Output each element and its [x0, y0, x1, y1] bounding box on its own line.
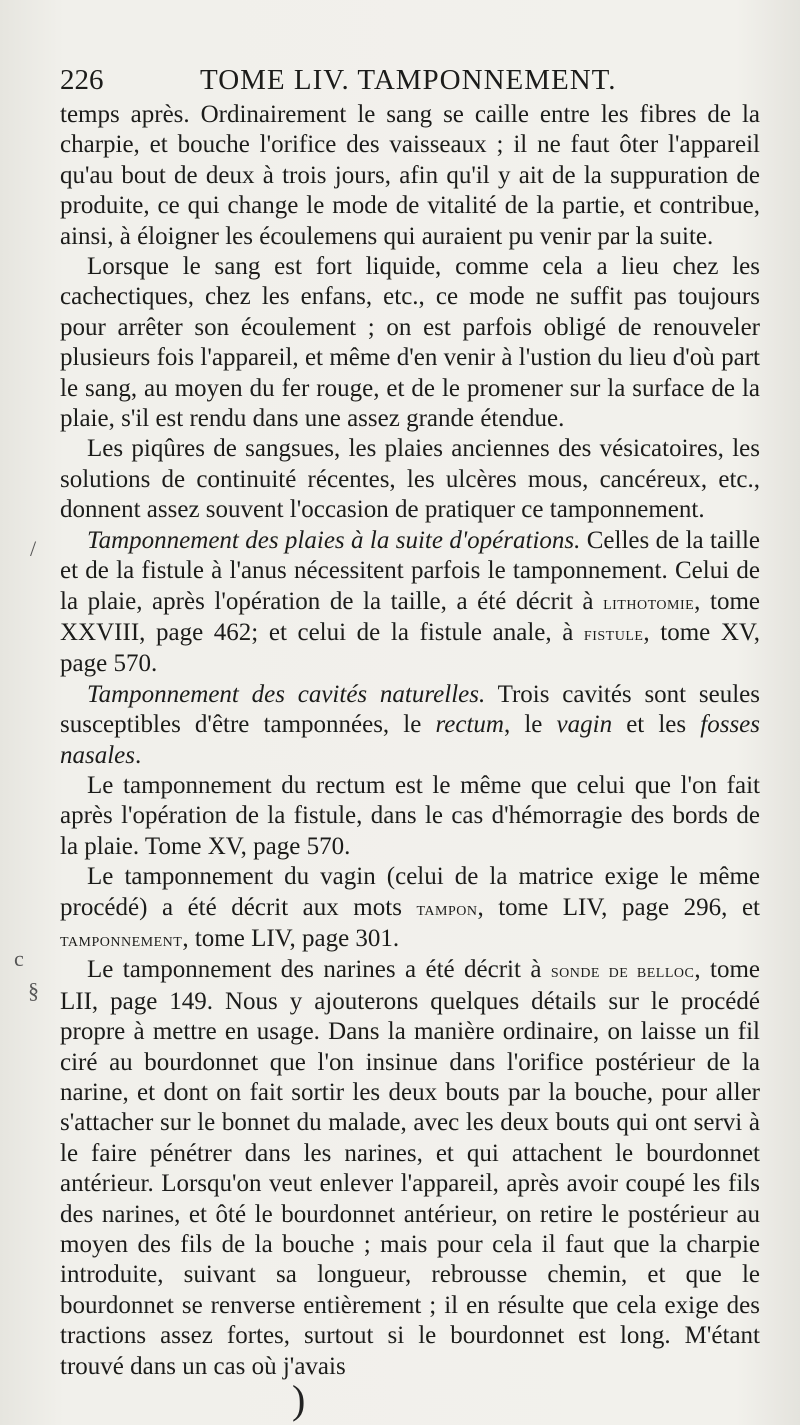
paragraph-3: Les piqûres de sangsues, les plaies anciennes des vésicatoires, les solutions de continuité récentes, les ulcères mous, cancéreux, etc., donnent assez souvent l'occasion de pratiquer ce tamponnement. [60, 435, 760, 524]
bottom-ink-mark: ) [292, 1377, 306, 1422]
paragraph-5: Tamponnement des cavités naturelles. Trois cavités sont seules susceptibles d'être tamponnées, le rectum, le vagin et les fosses nasales. [60, 680, 760, 769]
page-number: 226 [60, 64, 104, 96]
margin-mark: / [30, 536, 37, 561]
paragraph-4: Tamponnement des plaies à la suite d'opérations. Celles de la taille et de la fistule à l'anus nécessitent parfois le tamponnement. Celui de la plaie, après l'opération de la taille, a été décrit à lithotomie, tome XXVIII, page 462; et celui de la fistule anale, à fistule, tome XV, page 570. [60, 526, 761, 678]
margin-mark: c [14, 946, 24, 971]
cross-reference: fistule [583, 622, 644, 645]
paragraph-6: Le tamponnement du rectum est le même que celui que l'on fait après l'opération de la fistule, dans le cas d'hémorragie des bords de la plaie. Tome XV, page 570. [60, 771, 760, 860]
cross-reference: tampon [416, 897, 478, 920]
cross-reference: lithotomie [603, 591, 695, 614]
cross-reference: tamponnement [60, 928, 183, 951]
paragraph-7: Le tamponnement du vagin (celui de la matrice exige le même procédé) a été décrit aux mots tampon, tome LIV, page 296, et tamponnement, tome LIV, page 301. [60, 863, 760, 952]
section-lead-plaies: Tamponnement des plaies à la suite d'opérations. [87, 526, 581, 554]
running-title: TOME LIV. TAMPONNEMENT. [200, 64, 617, 96]
text-body [60, 100, 760, 1382]
margin-mark: § [28, 978, 39, 1003]
paragraph-1: temps après. Ordinairement le sang se caille entre les fibres de la charpie, et bouche l'orifice des vaisseaux ; il ne faut ôter l'appareil qu'au bout de deux à trois jours, afin qu'il y ait de la suppuration de produite, ce qui change le mode de vitalité de la partie, et contribue, ainsi, à éloigner les écoulemens qui auraient pu venir par la suite. [60, 101, 760, 250]
running-header [60, 60, 760, 100]
paragraph-8: Le tamponnement des narines a été décrit à sonde de belloc, tome LII, page 149. Nous y ajouterons quelques détails sur le procédé propre à mettre en usage. Dans la manière ordinaire, on laisse un fil ciré au bourdonnet que l'on insinue dans l'orifice postérieur de la narine, et dont on fait sortir les deux bouts par la bouche, pour aller s'attacher sur le bonnet du malade, avec les deux bouts qui ont servi à le faire pénétrer dans les narines, et qui attachent le bourdonnet antérieur. Lorsqu'on veut enlever l'appareil, après avoir coupé les fils des narines, et ôté le bourdonnet antérieur, on retire le postérieur au moyen des fils de la bouche ; mais pour cela il faut que la charpie introduite, suivant sa longueur, rebrousse chemin, et que le bourdonnet se renverse entièrement ; il en résulte que cela exige des tractions assez fortes, surtout si le bourdonnet est long. M'étant trouvé dans un cas où j'avais [60, 956, 761, 1380]
paragraph-2: Lorsque le sang est fort liquide, comme cela a lieu chez les cachectiques, chez les enfans, etc., ce mode ne suffit pas toujours pour arrêter son écoulement ; on est parfois obligé de renouveler plusieurs fois l'appareil, et même d'en venir à l'ustion du lieu d'où part le sang, au moyen du fer rouge, et de le promener sur la surface de la plaie, s'il est rendu dans une assez grande étendue. [60, 253, 760, 433]
cross-reference: sonde de belloc [550, 960, 695, 983]
section-lead-cavites: Tamponnement des cavités naturelles. [87, 680, 486, 708]
